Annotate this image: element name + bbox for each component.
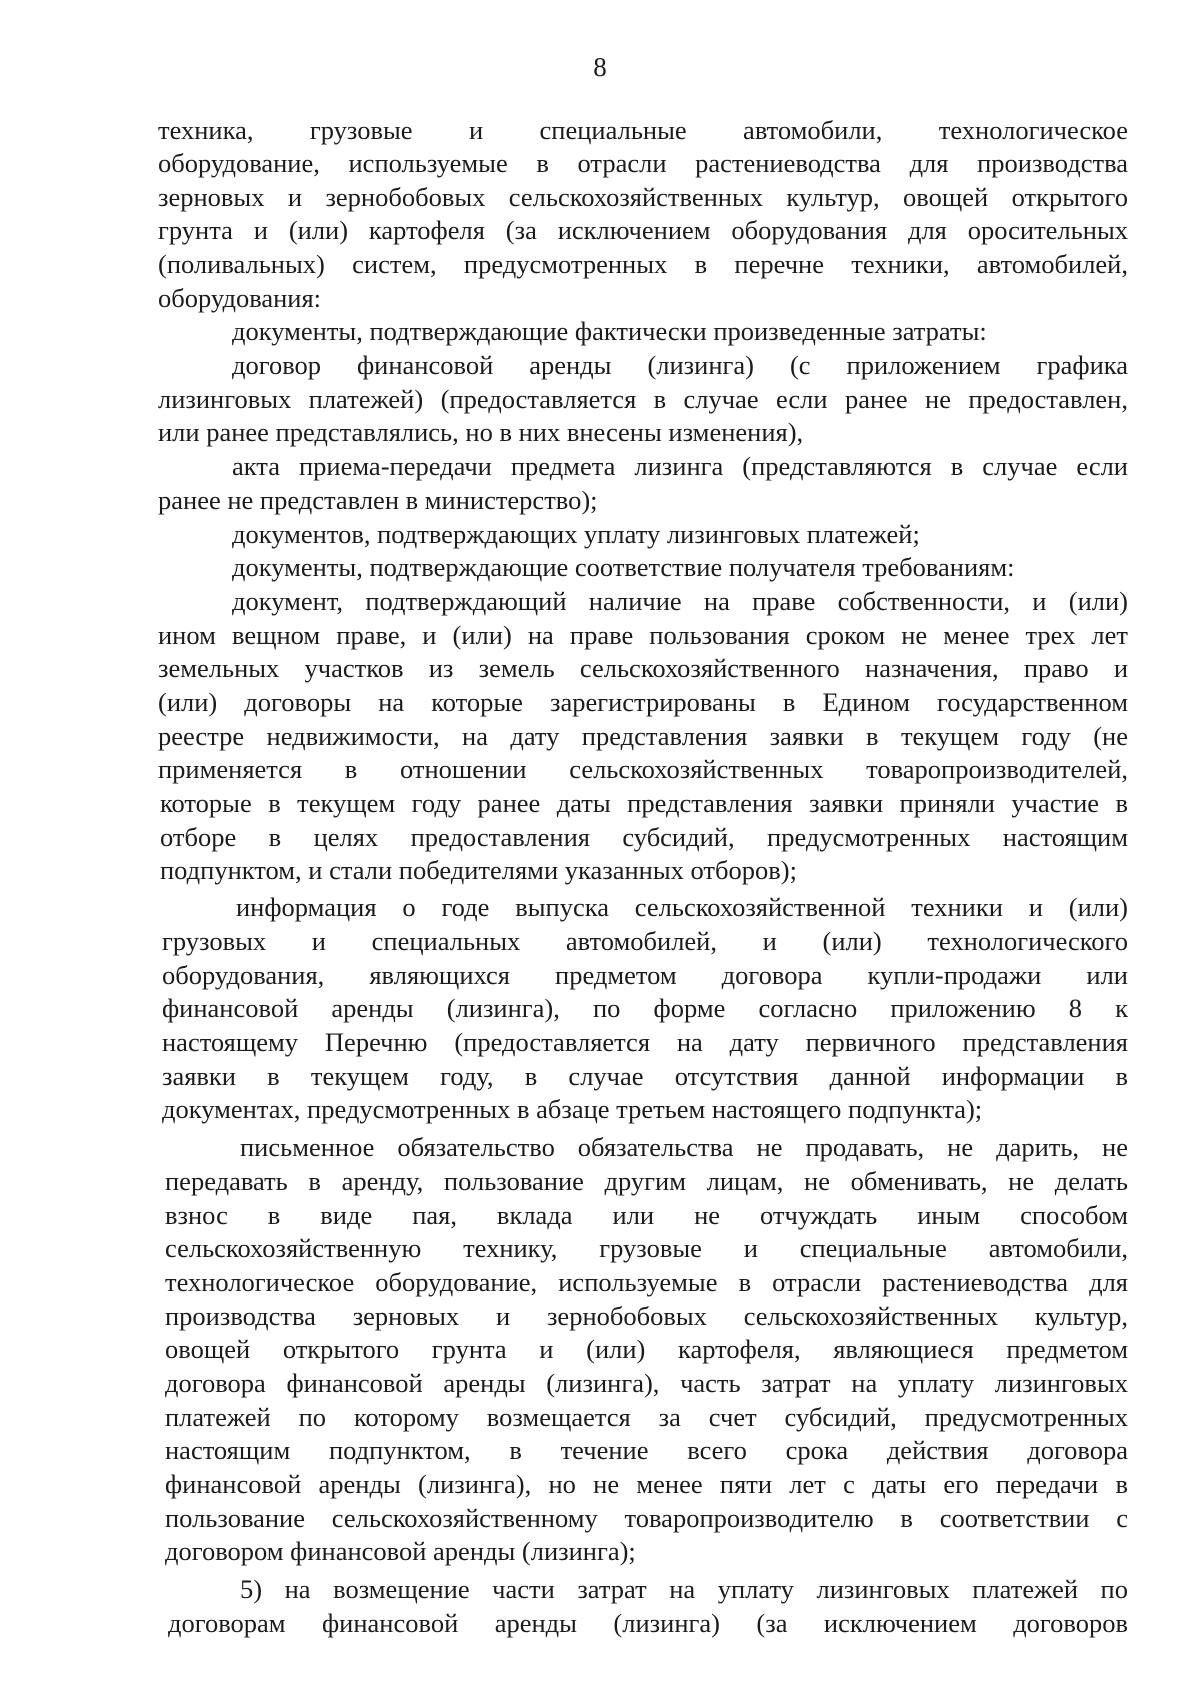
text-line: ином вещном праве, и (или) на праве пользования сроком не менее трех лет	[158, 620, 1128, 650]
text-line: договор финансовой аренды (лизинга) (с приложением графика	[232, 350, 1128, 380]
text-line: настоящему Перечню (предоставляется на дату первичного представления	[162, 1027, 1128, 1057]
text-line: оборудование, используемые в отрасли растениеводства для производства	[158, 148, 1128, 178]
text-line: письменное обязательство обязательства не продавать, не дарить, не	[240, 1132, 1128, 1162]
text-line: технологическое оборудование, используемые в отрасли растениеводства для	[165, 1267, 1128, 1297]
text-line: оборудования:	[158, 283, 322, 313]
text-line: (поливальных) систем, предусмотренных в перечне техники, автомобилей,	[158, 249, 1128, 279]
text-line: акта приема-передачи предмета лизинга (представляются в случае если	[232, 451, 1128, 481]
text-line: овощей открытого грунта и (или) картофеля, являющиеся предметом	[165, 1334, 1128, 1364]
text-line: отборе в целях предоставления субсидий, предусмотренных настоящим	[160, 822, 1128, 852]
text-line: которые в текущем году ранее даты представления заявки приняли участие в	[160, 788, 1128, 818]
text-line: документах, предусмотренных в абзаце третьем настоящего подпункта);	[162, 1094, 983, 1124]
text-line: информация о годе выпуска сельскохозяйственной техники и (или)	[236, 892, 1128, 922]
text-line: (или) договоры на которые зарегистрированы в Едином государственном	[158, 687, 1128, 717]
page-number: 8	[593, 52, 607, 82]
text-line: платежей по которому возмещается за счет субсидий, предусмотренных	[165, 1402, 1128, 1432]
text-line: документов, подтверждающих уплату лизинговых платежей;	[232, 519, 920, 549]
text-line: реестре недвижимости, на дату представления заявки в текущем году (не	[158, 721, 1128, 751]
text-line: применяется в отношении сельскохозяйственных товаропроизводителей,	[158, 754, 1128, 784]
text-line: передавать в аренду, пользование другим лицам, не обменивать, не делать	[165, 1166, 1128, 1196]
text-line: настоящим подпунктом, в течение всего срока действия договора	[165, 1435, 1128, 1465]
text-line: пользование сельскохозяйственному товаропроизводителю в соответствии с	[165, 1503, 1128, 1533]
text-line: договора финансовой аренды (лизинга), часть затрат на уплату лизинговых	[165, 1368, 1128, 1398]
text-line: документы, подтверждающие соответствие получателя требованиям:	[232, 552, 1015, 582]
text-line: грузовых и специальных автомобилей, и (или) технологического	[162, 926, 1128, 956]
text-line: взнос в виде пая, вклада или не отчуждать иным способом	[165, 1200, 1128, 1230]
text-line: документ, подтверждающий наличие на праве собственности, и (или)	[232, 586, 1128, 616]
text-line: договором финансовой аренды (лизинга);	[165, 1536, 636, 1566]
text-line: лизинговых платежей) (предоставляется в случае если ранее не предоставлен,	[158, 384, 1128, 414]
text-line: сельскохозяйственную технику, грузовые и специальные автомобили,	[165, 1233, 1128, 1263]
text-line: грунта и (или) картофеля (за исключением оборудования для оросительных	[158, 215, 1128, 245]
text-line: финансовой аренды (лизинга), но не менее пяти лет с даты его передачи в	[165, 1469, 1128, 1499]
text-line: техника, грузовые и специальные автомобили, технологическое	[158, 115, 1128, 145]
text-line: ранее не представлен в министерство);	[158, 485, 598, 515]
text-line: 5) на возмещение части затрат на уплату лизинговых платежей по	[240, 1574, 1128, 1604]
text-line: производства зерновых и зернобобовых сельскохозяйственных культур,	[165, 1301, 1128, 1331]
text-line: оборудования, являющихся предметом договора купли-продажи или	[162, 960, 1128, 990]
text-line: договорам финансовой аренды (лизинга) (за исключением договоров	[168, 1608, 1128, 1638]
text-line: заявки в текущем году, в случае отсутствия данной информации в	[162, 1061, 1128, 1091]
text-line: земельных участков из земель сельскохозяйственного назначения, право и	[158, 653, 1128, 683]
text-line: зерновых и зернобобовых сельскохозяйственных культур, овощей открытого	[158, 182, 1128, 212]
text-line: документы, подтверждающие фактически произведенные затраты:	[232, 316, 987, 346]
text-line: подпунктом, и стали победителями указанных отборов);	[160, 855, 797, 885]
text-line: или ранее представлялись, но в них внесены изменения),	[158, 417, 804, 447]
text-line: финансовой аренды (лизинга), по форме согласно приложению 8 к	[162, 993, 1128, 1023]
